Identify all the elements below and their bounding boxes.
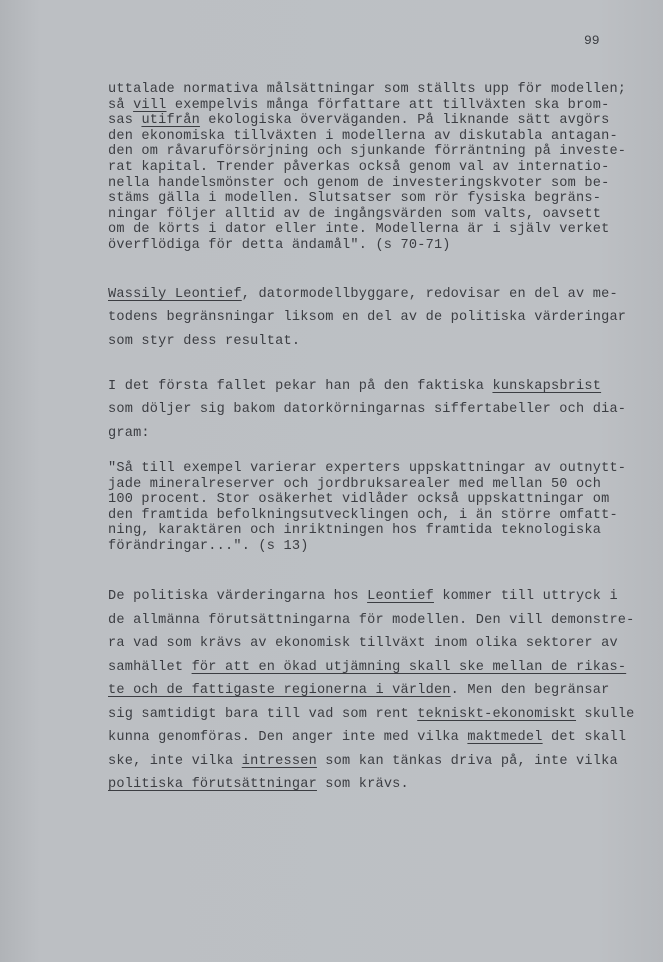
underlined-text: Wassily Leontief (108, 287, 242, 302)
page-number: 99 (584, 33, 600, 48)
text-line (108, 330, 608, 353)
text-line (108, 113, 608, 129)
text-line (108, 656, 627, 680)
text-segment: den om råvaruförsörjning och sjunkande förräntning på investe- (108, 144, 627, 160)
text-line (108, 283, 618, 306)
text-line (108, 375, 608, 398)
text-line (108, 539, 608, 555)
text-segment: som krävs. (316, 777, 409, 792)
underlined-text: utifrån (141, 113, 200, 129)
text-segment: De politiska värderingarna hos (108, 589, 368, 604)
text-line (108, 750, 618, 774)
text-segment: som kan tänkas driva på, inte vilka (316, 753, 618, 769)
underlined-text: för att en ökad utjämning skall ske mellan de rikas- (191, 659, 627, 675)
text-line (108, 703, 635, 727)
text-line (108, 773, 608, 797)
underlined-text: tekniskt-ekonomiskt (417, 706, 577, 722)
text-line (108, 98, 608, 114)
text-segment: , datormodellbyggare, redovisar en del av me- (241, 287, 618, 302)
text-segment: "Så till exempel varierar experters uppskattningar av outnytt- (108, 461, 627, 476)
underlined-text: intressen (241, 753, 317, 769)
quote-continuation (108, 82, 627, 254)
text-line (108, 632, 618, 656)
text-segment: den ekonomiska tillväxten i modellerna av diskutabla antagan- (108, 128, 618, 144)
text-line (108, 492, 608, 508)
text-segment: kunna genomföras. Den anger inte med vilka (108, 730, 468, 745)
paragraph-leontief-intro (108, 283, 627, 353)
text-line (108, 207, 608, 223)
text-segment: skulle (576, 706, 635, 722)
text-segment: . Men den begränsar (450, 683, 610, 698)
text-segment: överflödiga för detta ändamål". (s 70-71) (108, 237, 451, 253)
underlined-text: politiska förutsättningar (108, 777, 317, 792)
paragraph-politiska-varderingar (108, 585, 635, 797)
text-segment: todens begränsningar liksom en del av de politiska värderingar (108, 310, 627, 326)
text-segment: I det första fallet pekar han på den faktiska (108, 379, 493, 394)
text-line (108, 523, 608, 539)
text-line (108, 176, 608, 192)
text-segment: som styr dess resultat. (108, 333, 301, 349)
text-line (108, 726, 627, 750)
text-segment: den framtida befolkningsutvecklingen och, i än större omfatt- (108, 507, 618, 523)
underlined-text: maktmedel (467, 730, 543, 745)
text-line (108, 306, 627, 329)
text-segment: uttalade normativa målsättningar som ställts upp för modellen; (108, 82, 627, 97)
text-line (108, 679, 608, 703)
text-segment: rat kapital. Trender påverkas också genom val av internatio- (108, 159, 610, 175)
text-line (108, 422, 608, 445)
text-line (108, 398, 627, 421)
text-segment: sas (108, 113, 142, 129)
paragraph-kunskapsbrist (108, 375, 627, 445)
text-line (108, 144, 627, 160)
text-segment: gram: (108, 425, 150, 441)
text-line (108, 160, 608, 176)
text-segment: nella handelsmönster och genom de investeringskvoter som be- (108, 175, 610, 191)
text-segment: ning, karaktären och inriktningen hos framtida teknologiska (108, 523, 602, 539)
text-segment: det skall (542, 730, 627, 745)
text-segment: förändringar...". (s 13) (108, 538, 309, 554)
text-line (108, 507, 618, 524)
text-segment: exempelvis många författare att tillväxten ska brom- (166, 97, 610, 113)
text-segment: samhället (108, 659, 192, 675)
text-segment: kommer till uttryck i (433, 589, 618, 604)
text-line (108, 191, 608, 207)
text-segment: 100 procent. Stor osäkerhet vidlåder också uppskattningar om (108, 492, 610, 508)
text-line (108, 461, 627, 477)
text-line (108, 609, 635, 633)
text-segment: ra vad som krävs av ekonomisk tillväxt inom olika sektorer av (108, 636, 618, 651)
text-line (108, 585, 618, 609)
underlined-text: kunskapsbrist (492, 379, 602, 394)
text-segment: om de körts i dator eller inte. Modellerna är i själv verket (108, 222, 610, 238)
text-segment: de allmänna förutsättningarna för modellen. Den vill demonstre- (108, 612, 635, 628)
text-line (108, 477, 608, 493)
underlined-text: vill (133, 97, 167, 113)
text-segment: som döljer sig bakom datorkörningarnas siffertabeller och dia- (108, 402, 627, 418)
text-segment: sig samtidigt bara till vad som rent (108, 706, 418, 722)
text-segment: jade mineralreserver och jordbruksarealer med mellan 50 och (108, 476, 602, 492)
text-line (108, 128, 618, 145)
text-line (108, 222, 608, 238)
text-line (108, 238, 608, 254)
text-segment: ekologiska överväganden. På liknande sätt avgörs (199, 113, 610, 129)
quote-leontief (108, 461, 627, 555)
text-segment: ningar följer alltid av de ingångsvärden som valts, oavsett (108, 206, 602, 222)
text-segment: så (108, 97, 134, 113)
text-segment: ske, inte vilka (108, 753, 242, 769)
text-segment: stäms gälla i modellen. Slutsatser som rör fysiska begräns- (108, 191, 602, 207)
text-line (108, 82, 627, 98)
underlined-text: Leontief (367, 589, 434, 604)
underlined-text: te och de fattigaste regionerna i världen (108, 683, 451, 698)
